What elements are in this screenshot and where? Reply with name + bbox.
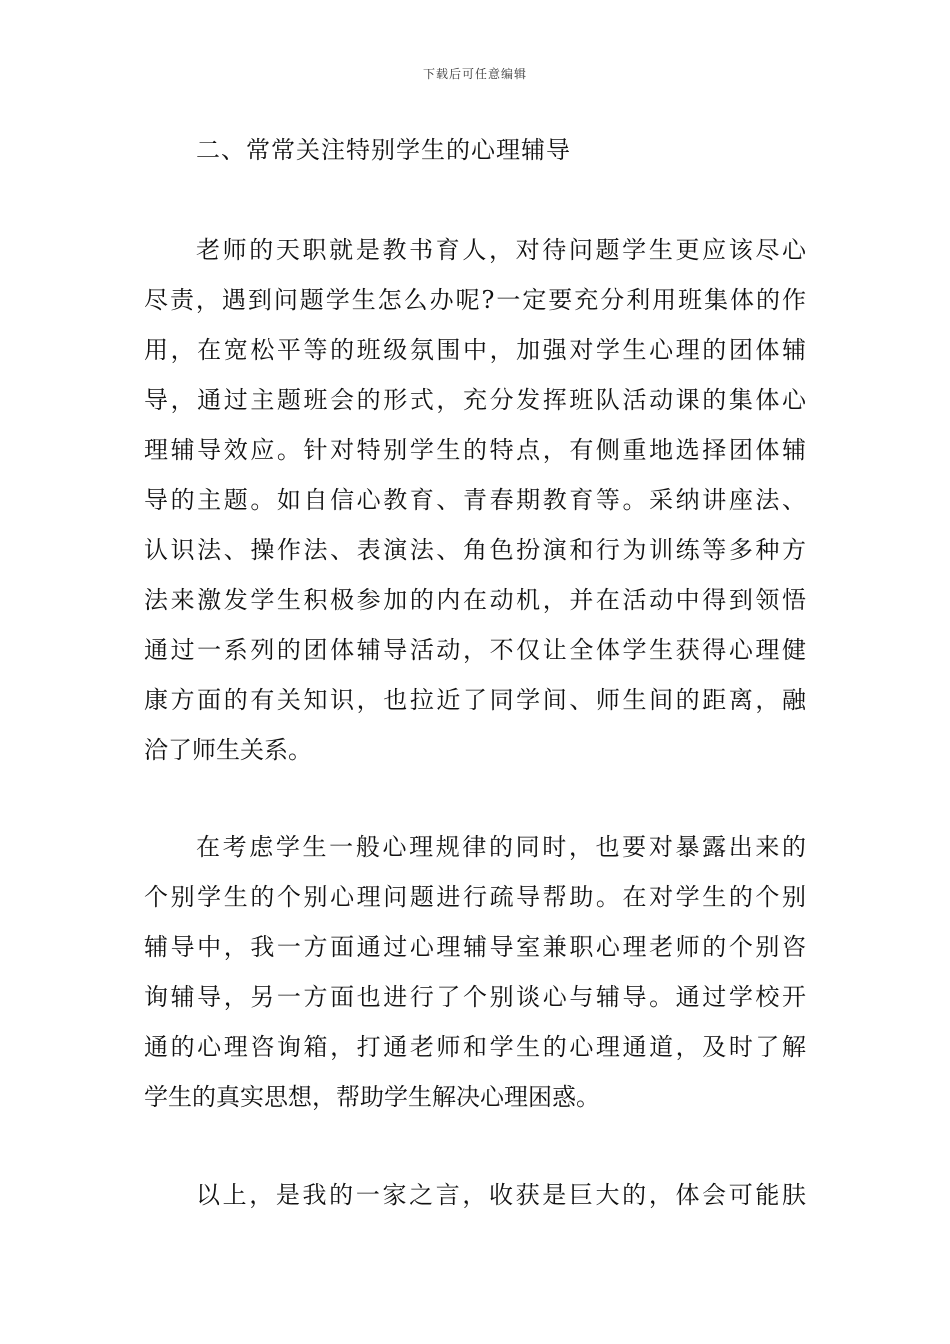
paragraph-line: 在考虑学生一般心理规律的同时，也要对暴露出来的 <box>196 833 806 861</box>
paragraph-line: 康方面的有关知识，也拉近了同学间、师生间的距离，融 <box>144 686 806 714</box>
paragraph-line: 询辅导，另一方面也进行了个别谈心与辅导。通过学校开 <box>144 983 806 1011</box>
paragraph-line: 个别学生的个别心理问题进行疏导帮助。在对学生的个别 <box>144 883 806 911</box>
paragraph-line: 导的主题。如自信心教育、青春期教育等。采纳讲座法、 <box>144 486 806 514</box>
paragraph-line: 洽了师生关系。 <box>144 736 312 764</box>
paragraph-line: 老师的天职就是教书育人，对待问题学生更应该尽心 <box>196 236 806 264</box>
paragraph-line: 用，在宽松平等的班级氛围中，加强对学生心理的团体辅 <box>144 336 806 364</box>
paragraph-line: 理辅导效应。针对特别学生的特点，有侧重地选择团体辅 <box>144 436 806 464</box>
paragraph-line: 认识法、操作法、表演法、角色扮演和行为训练等多种方 <box>144 536 806 564</box>
paragraph-line: 以上，是我的一家之言，收获是巨大的，体会可能肤 <box>196 1181 806 1209</box>
header-note: 下载后可任意编辑 <box>422 67 527 81</box>
paragraph-2 <box>144 822 806 1122</box>
paragraph-line: 学生的真实思想，帮助学生解决心理困惑。 <box>144 1083 600 1111</box>
paragraph-line: 尽责，遇到问题学生怎么办呢?一定要充分利用班集体的作 <box>144 286 806 314</box>
paragraph-1 <box>144 225 806 775</box>
paragraph-line: 法来激发学生积极参加的内在动机，并在活动中得到领悟 <box>144 586 806 614</box>
paragraph-line: 通的心理咨询箱，打通老师和学生的心理通道，及时了解 <box>144 1033 806 1061</box>
section-heading: 二、常常关注特别学生的心理辅导 <box>196 136 571 164</box>
paragraph-line: 通过一系列的团体辅导活动，不仅让全体学生获得心理健 <box>144 636 806 664</box>
paragraph-line: 辅导中，我一方面通过心理辅导室兼职心理老师的个别咨 <box>144 933 806 961</box>
paragraph-line: 导，通过主题班会的形式，充分发挥班队活动课的集体心 <box>144 386 806 414</box>
paragraph-3 <box>144 1170 806 1220</box>
